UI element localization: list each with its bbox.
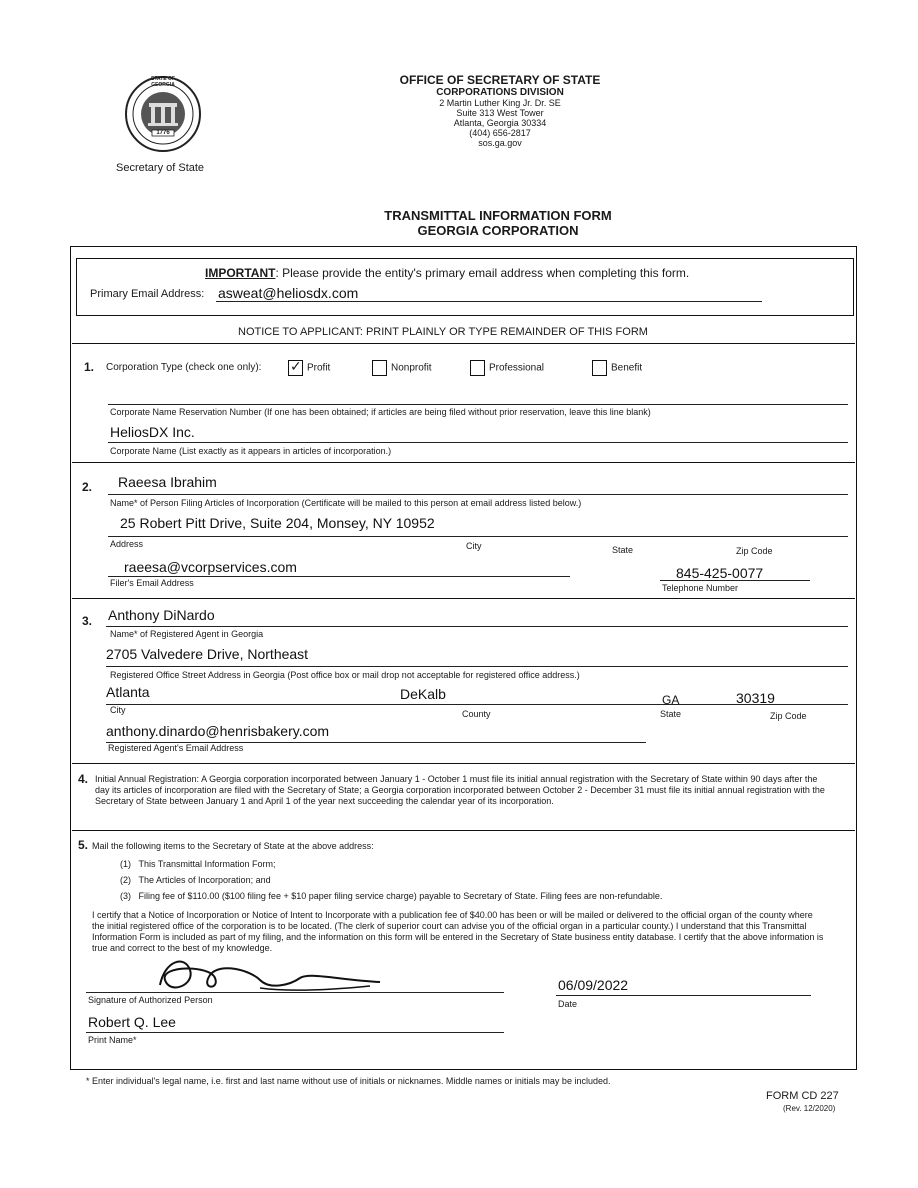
seal-caption: Secretary of State	[116, 162, 205, 174]
mail-items-list	[120, 856, 662, 904]
check-mark-icon: ✓	[290, 358, 302, 374]
important-notice	[205, 266, 689, 280]
list-item: (2) The Articles of Incorporation; and	[120, 875, 271, 885]
agent-state-field[interactable]: GA	[662, 693, 680, 707]
certification-statement: I certify that a Notice of Incorporation or Notice of Intent to Incorporate with a publication fee of $40.00 has been or will be mailed or delivered to the official organ of the county where the initial registered office of the corporation is to be located. (The clerk of superior court can advise you of the official organ in a particular county.) I understand that this Transmittal Information Form is included as part of my filing, and the information on this form will be entered in the Secretary of State business entity database. I certify that the above information is true and correct to the best of my knowledge.	[92, 910, 824, 953]
primary-email-label: Primary Email Address:	[90, 288, 205, 300]
date-label: Date	[558, 999, 578, 1009]
benefit-checkbox[interactable]	[592, 360, 607, 376]
agent-county-label: County	[462, 709, 491, 719]
revision: (Rev. 12/2020)	[783, 1104, 836, 1113]
corporate-name-label: Corporate Name (List exactly as it appears in articles of incorporation.)	[110, 446, 392, 456]
option-profit[interactable]	[288, 360, 330, 376]
agent-county-field[interactable]: DeKalb	[400, 686, 446, 702]
agent-street-label: Registered Office Street Address in Georgia (Post office box or mail drop not acceptable for registered office address.)	[110, 670, 580, 680]
form-title-line-1: TRANSMITTAL INFORMATION FORM	[384, 208, 612, 223]
website[interactable]: sos.ga.gov	[478, 138, 522, 148]
form-id: FORM CD 227	[766, 1090, 839, 1102]
agent-zip-label: Zip Code	[770, 711, 807, 721]
address-line-3: Atlanta, Georgia 30334	[453, 118, 547, 128]
benefit-label: Benefit	[611, 362, 643, 374]
mail-items-intro: Mail the following items to the Secretary of State at the above address:	[92, 841, 374, 851]
agent-city-field[interactable]: Atlanta	[106, 684, 150, 700]
list-item: (1) This Transmittal Information Form;	[120, 859, 276, 869]
agent-zip-field[interactable]: 30319	[736, 690, 775, 706]
corporate-name-field[interactable]: HeliosDX Inc.	[110, 424, 195, 440]
professional-checkbox[interactable]	[470, 360, 485, 376]
phone-number: (404) 656-2817	[469, 128, 531, 138]
section-3-number: 3.	[82, 614, 93, 628]
section-2-number: 2.	[82, 480, 93, 494]
primary-email-field[interactable]: asweat@heliosdx.com	[218, 285, 359, 301]
profit-label: Profit	[307, 362, 331, 374]
agent-state-label: State	[660, 709, 682, 719]
seal-year: 1776	[156, 130, 170, 136]
nonprofit-checkbox[interactable]	[372, 360, 387, 376]
zip-code-label: Zip Code	[736, 546, 773, 556]
georgia-state-seal	[124, 75, 202, 153]
print-name-field[interactable]: Robert Q. Lee	[88, 1014, 176, 1030]
agent-street-field[interactable]: 2705 Valvedere Drive, Northeast	[106, 646, 309, 662]
agent-city-label: City	[110, 705, 126, 715]
agent-email-label: Registered Agent's Email Address	[108, 743, 244, 753]
important-label: IMPORTANT	[205, 266, 276, 280]
seal-text-top: STATE OF GEORGIA	[151, 76, 175, 88]
office-title: OFFICE OF SECRETARY OF STATE	[399, 73, 601, 87]
nonprofit-label: Nonprofit	[391, 362, 432, 374]
list-item: (3) Filing fee of $110.00 ($100 filing fee + $10 paper filing service charge) payable to Secretary of State. Filing fees are non-refundable.	[120, 891, 663, 901]
telephone-field[interactable]: 845-425-0077	[676, 565, 764, 581]
telephone-label: Telephone Number	[662, 583, 739, 593]
professional-label: Professional	[489, 362, 545, 374]
signature-label: Signature of Authorized Person	[88, 995, 213, 1005]
option-benefit[interactable]	[592, 360, 642, 376]
section-5-number: 5.	[78, 838, 89, 852]
filer-name-label: Name* of Person Filing Articles of Incorporation (Certificate will be mailed to this person at email address listed below.)	[110, 498, 582, 508]
agent-email-field[interactable]: anthony.dinardo@henrisbakery.com	[106, 723, 330, 739]
reservation-number-label: Corporate Name Reservation Number (If one has been obtained; if articles are being filed without prior reservation, leave this line blank)	[110, 407, 651, 417]
form-title-line-2: GEORGIA CORPORATION	[417, 223, 579, 238]
division-title: CORPORATIONS DIVISION	[436, 87, 564, 98]
initial-annual-registration-text: Initial Annual Registration: A Georgia corporation incorporated between January 1 - October 1 must file its initial annual registration with the Secretary of State within 90 days after the day its articles of incorporation are filed with the Secretary of State; a Georgia corporation incorporated between October 2 - December 31 must file its initial annual registration with the Secretary of State between January 1 and April 1 of the year next succeeding the calendar year of its incorporation.	[95, 774, 825, 806]
address-line-1: 2 Martin Luther King Jr. Dr. SE	[439, 98, 561, 108]
section-4-number: 4.	[78, 772, 89, 786]
option-nonprofit[interactable]	[372, 360, 432, 376]
filer-name-field[interactable]: Raeesa Ibrahim	[118, 474, 217, 490]
agent-name-label: Name* of Registered Agent in Georgia	[110, 629, 264, 639]
corporation-type-label: Corporation Type (check one only):	[106, 362, 262, 373]
city-label: City	[466, 541, 482, 551]
section-1-number: 1.	[84, 360, 95, 374]
state-label: State	[612, 545, 634, 555]
footnote: * Enter individual's legal name, i.e. first and last name without use of initials or nicknames. Middle names or initials may be included.	[86, 1076, 611, 1086]
address-line-2: Suite 313 West Tower	[456, 108, 544, 118]
option-professional[interactable]	[470, 360, 544, 376]
date-field[interactable]: 06/09/2022	[558, 977, 629, 993]
agent-name-field[interactable]: Anthony DiNardo	[108, 607, 215, 623]
filer-email-label: Filer's Email Address	[110, 578, 194, 588]
important-text: : Please provide the entity's primary email address when completing this form.	[275, 266, 690, 280]
filer-address-field[interactable]: 25 Robert Pitt Drive, Suite 204, Monsey, NY 10952	[120, 515, 435, 531]
filer-email-field[interactable]: raeesa@vcorpservices.com	[124, 559, 297, 575]
print-name-label: Print Name*	[88, 1035, 137, 1045]
address-label: Address	[110, 539, 144, 549]
notice-to-applicant: NOTICE TO APPLICANT: PRINT PLAINLY OR TYPE REMAINDER OF THIS FORM	[238, 326, 648, 338]
profit-checkbox[interactable]	[288, 360, 303, 376]
